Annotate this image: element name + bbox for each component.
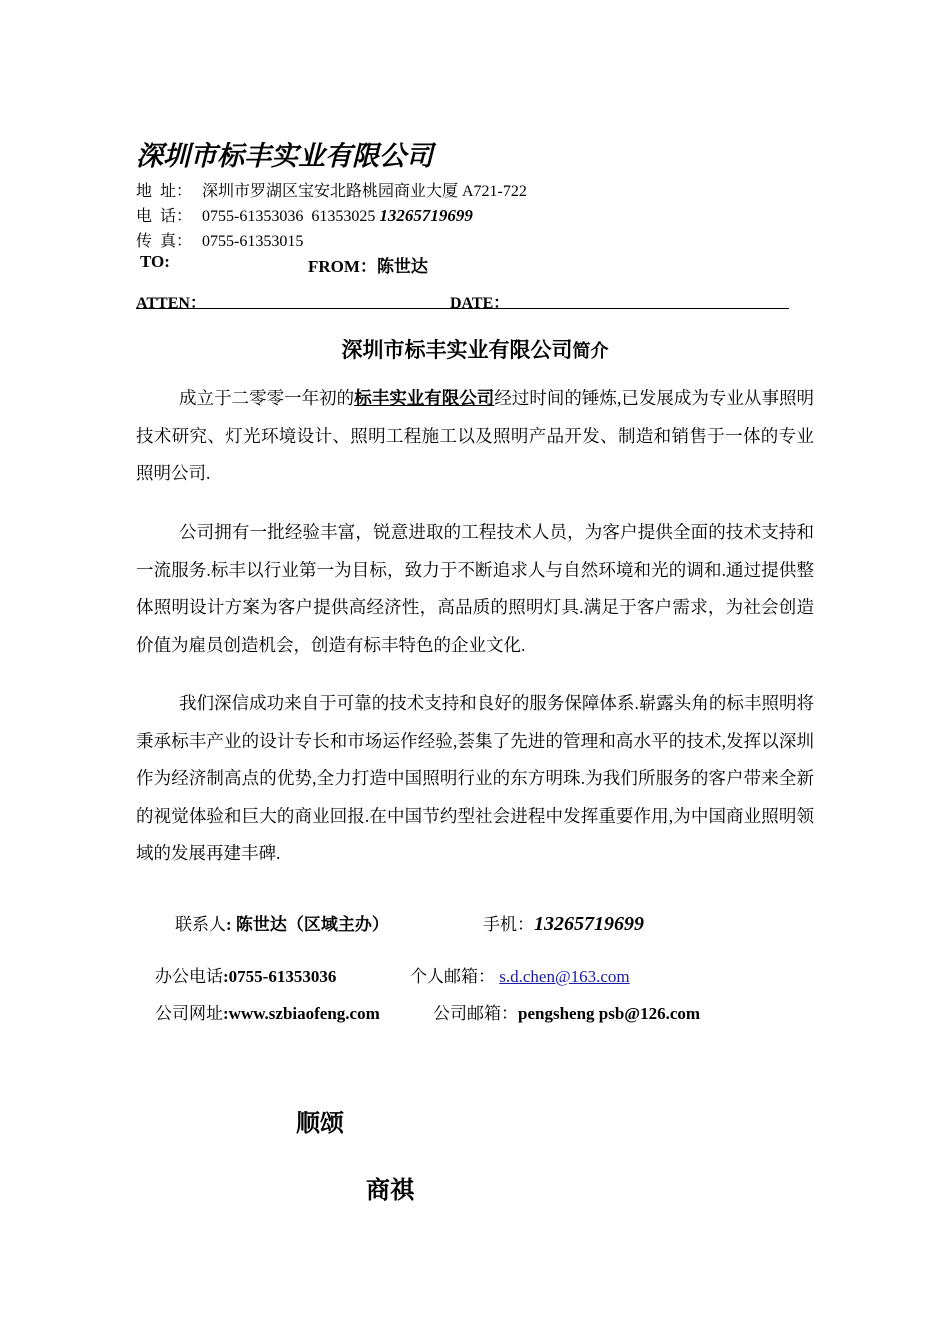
- closing-line-2: 商祺: [366, 1178, 414, 1204]
- p1-before: 成立于二零零一年初的: [179, 388, 355, 408]
- intro-paragraph-3: 我们深信成功来自于可靠的技术支持和良好的服务保障体系.崭露头角的标丰照明将秉承标丰产业的设计专长和市场运作经验,荟集了先进的管理和高水平的技术,发挥以深圳作为经济制高点的优势,全力打造中国照明行业的东方明珠.为我们所服务的客户带来全新的视觉体验和巨大的商业回报.在中国节约型社会进程中发挥重要作用,为中国商业照明领域的发展再建丰碑.: [136, 693, 814, 863]
- contact-mobile-label: 手机：: [483, 915, 534, 934]
- address-value: 深圳市罗湖区宝安北路桃园商业大厦 A721-722: [202, 183, 527, 200]
- intro-title-suffix: 简介: [572, 341, 609, 361]
- company-title: 深圳市标丰实业有限公司: [136, 141, 433, 171]
- company-website-value: :www.szbiaofeng.com: [223, 1004, 380, 1023]
- contact-mobile-value: 13265719699: [534, 913, 644, 935]
- phone-value: 0755-61353036 61353025: [202, 208, 376, 225]
- from-label: FROM：: [308, 257, 377, 276]
- address-line: [136, 178, 527, 201]
- p1-company-name: 标丰实业有限公司: [354, 388, 495, 408]
- address-label: 地 址：: [136, 183, 193, 200]
- atten-label: ATTEN：: [136, 295, 206, 312]
- header-mobile: 13265719699: [379, 206, 473, 225]
- company-website: [155, 999, 380, 1024]
- personal-email-label: 个人邮箱：: [410, 967, 495, 986]
- personal-email: [410, 962, 630, 987]
- fax-label: 传 真：: [136, 233, 193, 250]
- intro-paragraph-1: [136, 380, 814, 493]
- intro-title: [0, 334, 950, 364]
- intro-title-main: 深圳市标丰实业有限公司: [341, 338, 573, 362]
- contact-person-label: 联系人: [175, 915, 226, 934]
- contact-person: [175, 910, 389, 935]
- intro-paragraph-2: 公司拥有一批经验丰富，锐意进取的工程技术人员，为客户提供全面的技术支持和一流服务.标丰以行业第一为目标，致力于不断追求人与自然环境和光的调和.通过提供整体照明设计方案为客户提供高经济性，高品质的照明灯具.满足于客户需求，为社会创造价值为雇员创造机会，创造有标丰特色的企业文化.: [136, 522, 814, 655]
- to-label: TO:: [140, 252, 170, 271]
- header-rule: [136, 308, 789, 309]
- phone-line: [136, 203, 473, 226]
- contact-mobile: [483, 910, 644, 936]
- office-phone-value: :0755-61353036: [223, 967, 337, 986]
- personal-email-link[interactable]: s.d.chen@163.com: [499, 967, 630, 986]
- fax-line: [136, 228, 303, 251]
- contact-person-value: : 陈世达（区域主办）: [226, 915, 389, 934]
- company-email-value: pengsheng psb@126.com: [518, 1004, 701, 1023]
- company-website-label: 公司网址: [155, 1004, 223, 1023]
- from-value: 陈世达: [376, 257, 428, 276]
- office-phone: [155, 962, 336, 987]
- p1-after: 经过时间的锤炼,已发展成为专业从事照明技术研究、灯光环境设计、照明工程施工以及照明产品开发、制造和销售于一体的专业照明公司.: [136, 388, 815, 483]
- from-line: [308, 252, 428, 277]
- closing-line-1: 顺颂: [296, 1111, 344, 1137]
- office-phone-label: 办公电话: [155, 967, 223, 986]
- phone-label: 电 话：: [136, 208, 193, 225]
- company-email-label: 公司邮箱：: [433, 1004, 518, 1023]
- date-label: DATE：: [450, 295, 510, 312]
- company-email: [433, 999, 700, 1024]
- fax-value: 0755-61353015: [202, 233, 304, 250]
